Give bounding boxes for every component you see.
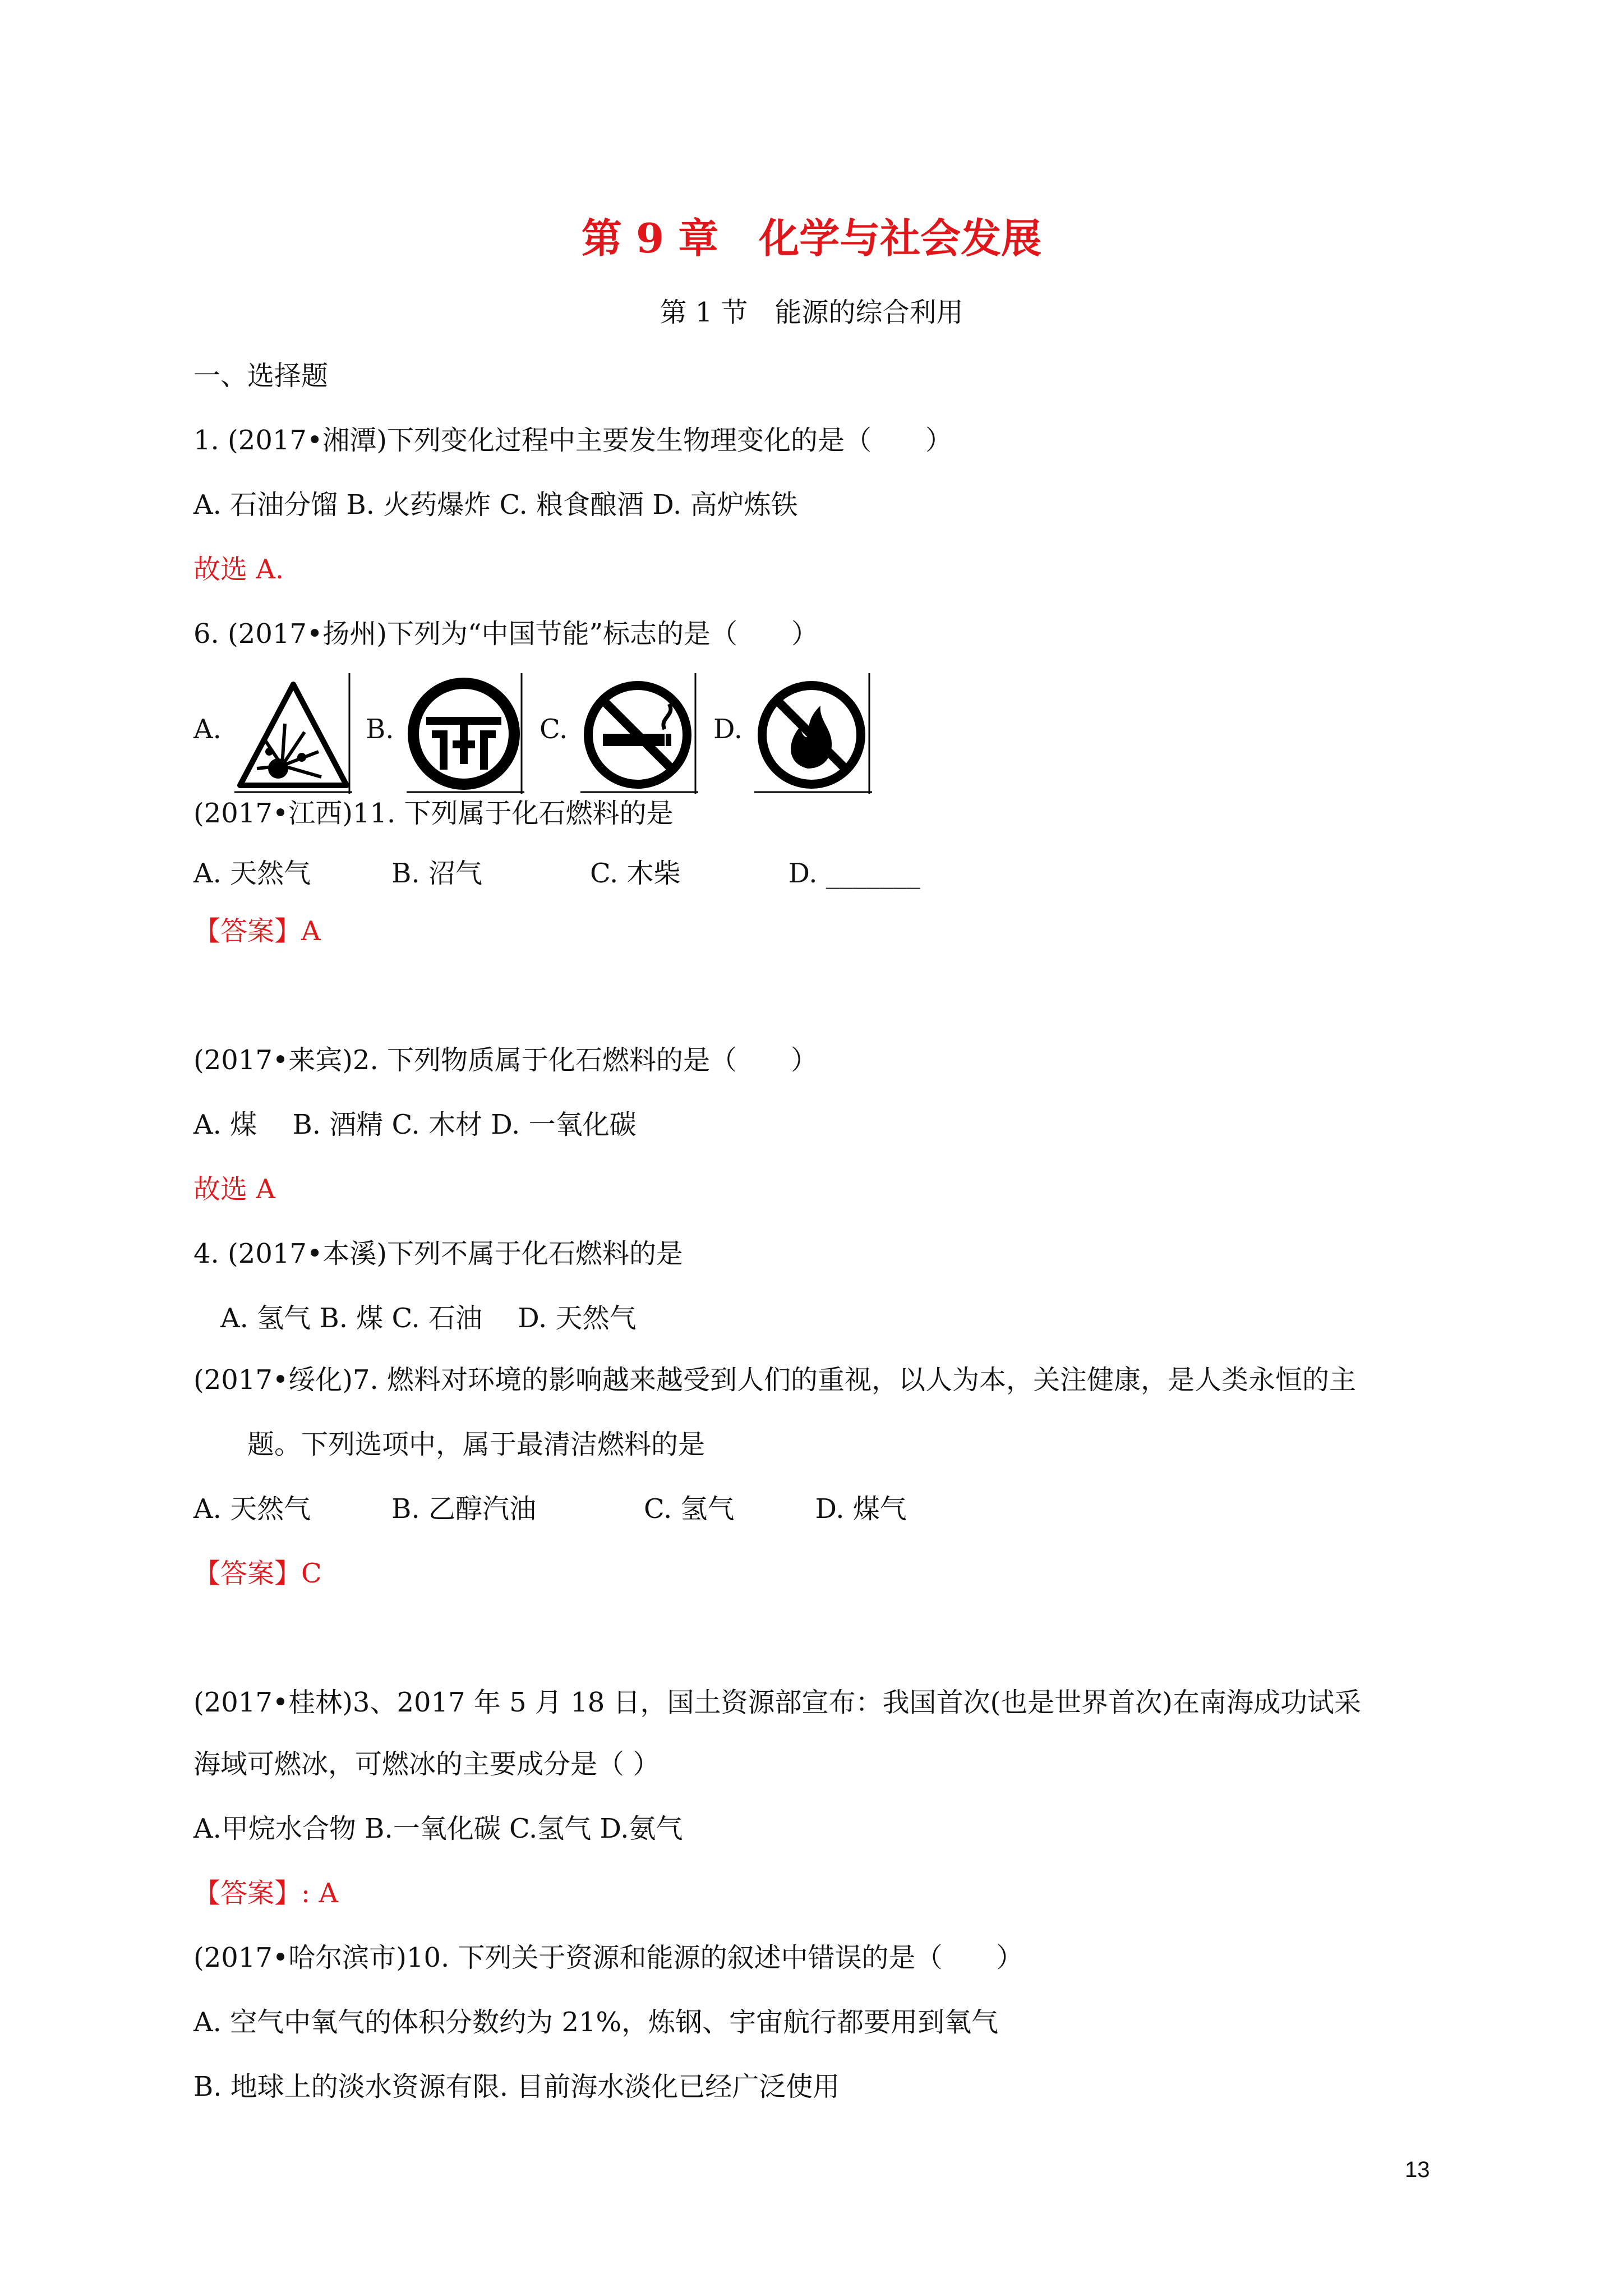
- question-guilin-options: A.甲烷水合物 B.一氧化碳 C.氢气 D.氨气: [193, 1813, 683, 1844]
- no-fire-icon: [754, 673, 872, 794]
- answer-jiangxi: 【答案】A: [193, 915, 321, 947]
- no-smoking-icon: [580, 673, 698, 794]
- question-guilin-cont: 海域可燃冰，可燃冰的主要成分是（ ）: [193, 1749, 660, 1780]
- section-heading: 一、选择题: [193, 360, 329, 392]
- question-jiangxi-options: A. 天然气 B. 沼气 C. 木柴 D. _______: [193, 858, 920, 889]
- option-a-label: A.: [193, 714, 222, 745]
- question-harbin-option-b: B. 地球上的淡水资源有限. 目前海水淡化已经广泛使用: [193, 2071, 840, 2102]
- section-title: 第 1 节 能源的综合利用: [660, 297, 963, 328]
- question-laibin-options: A. 煤 B. 酒精 C. 木材 D. 一氧化碳: [193, 1109, 637, 1140]
- question-6: 6. (2017•扬州)下列为“中国节能”标志的是（ ）: [193, 618, 819, 650]
- question-suihua-cont: 题。下列选项中，属于最清洁燃料的是: [193, 1429, 706, 1460]
- question-harbin-option-a: A. 空气中氧气的体积分数约为 21%，炼钢、宇宙航行都要用到氧气: [193, 2007, 999, 2038]
- option-b-label: B.: [366, 714, 394, 745]
- question-benxi: 4. (2017•本溪)下列不属于化石燃料的是: [193, 1238, 683, 1269]
- china-energy-saving-icon: [407, 673, 524, 794]
- explosive-warning-icon: [234, 673, 352, 794]
- question-harbin: (2017•哈尔滨市)10. 下列关于资源和能源的叙述中错误的是（ ）: [193, 1942, 1023, 1973]
- question-1: 1. (2017•湘潭)下列变化过程中主要发生物理变化的是（ ）: [193, 425, 952, 456]
- question-suihua-options: A. 天然气 B. 乙醇汽油 C. 氢气 D. 煤气: [193, 1493, 907, 1525]
- question-benxi-options: A. 氢气 B. 煤 C. 石油 D. 天然气: [193, 1303, 637, 1334]
- question-suihua: (2017•绥化)7. 燃料对环境的影响越来越受到人们的重视，以人为本，关注健康，是人类永恒的主: [193, 1364, 1356, 1396]
- option-c-label: C.: [540, 714, 568, 745]
- answer-guilin: 【答案】: A: [193, 1878, 339, 1909]
- question-guilin: (2017•桂林)3、2017 年 5 月 18 日，国土资源部宣布：我国首次(也是世界首次)在南海成功试采: [193, 1687, 1361, 1718]
- question-1-options: A. 石油分馏 B. 火药爆炸 C. 粮食酿酒 D. 高炉炼铁: [193, 489, 798, 521]
- chapter-title: 第 9 章 化学与社会发展: [581, 214, 1042, 262]
- answer-1: 故选 A.: [193, 554, 284, 585]
- option-d-label: D.: [713, 714, 743, 745]
- question-laibin: (2017•来宾)2. 下列物质属于化石燃料的是（ ）: [193, 1045, 818, 1076]
- answer-suihua: 【答案】C: [193, 1558, 322, 1589]
- answer-laibin: 故选 A: [193, 1174, 275, 1205]
- question-jiangxi: (2017•江西)11. 下列属于化石燃料的是: [193, 798, 674, 829]
- page-number: 13: [1405, 2157, 1430, 2182]
